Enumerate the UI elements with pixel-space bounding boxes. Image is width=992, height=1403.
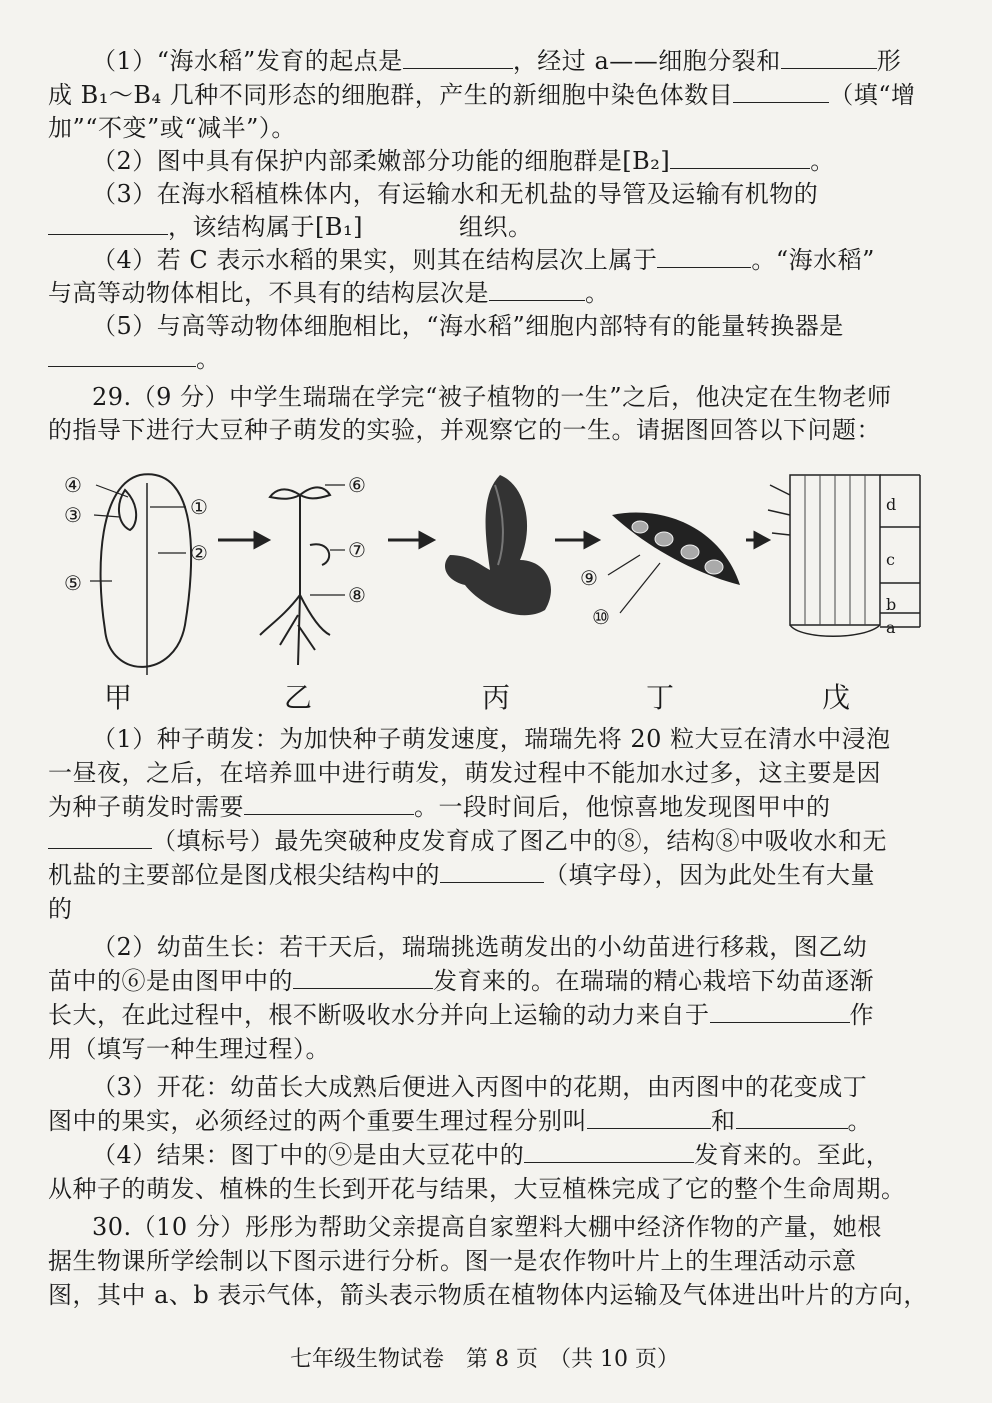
zone-label: d — [886, 495, 897, 514]
answer-blank — [293, 966, 433, 989]
q28-line-8 — [48, 278, 610, 308]
q30-line-3 — [48, 1280, 928, 1310]
figure-label-yi: 乙 — [284, 681, 313, 714]
q29-s2-text-b: 苗中的⑥是由图甲中的 — [48, 967, 293, 995]
zone-label: c — [886, 550, 896, 569]
q30-text-2: 据生物课所学绘制以下图示进行分析。图一是农作物叶片上的生理活动示意 — [48, 1247, 857, 1275]
q29-s4-line-1 — [92, 1140, 890, 1170]
q29-s3-line-1 — [92, 1072, 867, 1102]
q29-s2-text-e: 作 — [849, 1001, 874, 1029]
q29-s2-text: （2）幼苗生长：若干天后，瑞瑞挑选萌发出的小幼苗进行移栽，图乙幼 — [92, 933, 868, 961]
root-tip-diagram-wu — [768, 475, 920, 636]
marker: ⑨ — [580, 566, 599, 590]
marker: ⑦ — [348, 538, 367, 562]
q29-s2-line-4 — [48, 1034, 330, 1064]
q30-text-1: 30.（10 分）彤彤为帮助父亲提高自家塑料大棚中经济作物的产量，她根 — [92, 1213, 882, 1241]
q28-p4-text-c: 与高等动物体相比，不具有的结构层次是 — [48, 279, 489, 307]
marker: ⑩ — [592, 605, 611, 629]
q30-text-3: 图，其中 a、b 表示气体，箭头表示物质在植物体内运输及气体进出叶片的方向， — [48, 1281, 928, 1309]
q28-line-6 — [48, 212, 532, 242]
q29-intro-2 — [48, 415, 881, 445]
q29-s3-text: （3）开花：幼苗长大成熟后便进入丙图中的花期，由丙图中的花变成丁 — [92, 1073, 868, 1101]
q28-p1-text-d: 成 B₁～B₄ 几种不同形态的细胞群，产生的新细胞中染色体数目 — [48, 81, 734, 109]
answer-blank — [48, 826, 152, 849]
q28-p2-text: （2）图中具有保护内部柔嫩部分功能的细胞群是[B₂] — [92, 147, 671, 175]
q29-intro-text-b: 的指导下进行大豆种子萌发的实验，并观察它的一生。请据图回答以下问题： — [48, 416, 881, 444]
q28-p3-text-c: 组织。 — [458, 213, 533, 241]
q29-s2-line-2 — [48, 966, 874, 996]
q29-s4-text: （4）结果：图丁中的⑨是由大豆花中的 — [92, 1141, 525, 1169]
marker: ④ — [64, 473, 83, 497]
q29-s1-text-f: 机盐的主要部位是图戊根尖结构中的 — [48, 861, 440, 889]
q28-line-9 — [92, 311, 844, 341]
q29-intro-1 — [92, 382, 892, 412]
figure-label-wu: 戊 — [822, 681, 851, 714]
q29-s3-text-c: 和 — [711, 1107, 736, 1135]
q28-p1-text: （1）“海水稻”发育的起点是 — [92, 47, 403, 75]
q28-line-1 — [92, 46, 901, 76]
q29-s3-end: 。 — [847, 1107, 872, 1135]
q28-p3-text: （3）在海水稻植株体内，有运输水和无机盐的导管及运输有机物的 — [92, 180, 819, 208]
answer-blank — [524, 1140, 694, 1163]
pod-diagram-ding — [608, 513, 740, 613]
figure-label-bing: 丙 — [482, 681, 511, 714]
q29-s4-text-c: 从种子的萌发、植株的生长到开花与结果，大豆植株完成了它的整个生命周期。 — [48, 1175, 906, 1203]
q28-line-3 — [48, 113, 296, 143]
q29-s4-text-b: 发育来的。至此， — [694, 1141, 891, 1169]
q30-line-1 — [92, 1212, 882, 1242]
q28-p4-text: （4）若 C 表示水稻的果实，则其在结构层次上属于 — [92, 246, 658, 274]
answer-blank — [657, 245, 751, 268]
q29-s1-text-d: 。一段时间后，他惊喜地发现图甲中的 — [414, 793, 831, 821]
zone-label: a — [886, 618, 897, 637]
q28-p5-end: 。 — [196, 345, 221, 373]
answer-blank — [489, 278, 585, 301]
q29-s1-text-b: 一昼夜，之后，在培养皿中进行萌发，萌发过程中不能加水过多，这主要是因 — [48, 759, 881, 787]
seed-diagram-jia — [90, 474, 191, 675]
marker: ⑤ — [64, 571, 83, 595]
q28-p2-end: 。 — [810, 147, 835, 175]
answer-blank — [363, 212, 459, 235]
answer-blank — [244, 792, 414, 815]
answer-blank — [587, 1106, 711, 1129]
marker: ③ — [64, 503, 83, 527]
q28-p1-text-f: 加”“不变”或“减半”）。 — [48, 114, 296, 142]
q28-p1-text-c: 形 — [876, 47, 902, 75]
q29-s2-line-1 — [92, 932, 867, 962]
q29-s2-text-d: 长大，在此过程中，根不断吸收水分并向上运输的动力来自于 — [48, 1001, 710, 1029]
answer-blank — [48, 344, 196, 367]
embryo-axis — [119, 490, 136, 530]
q29-intro-text: 29.（9 分）中学生瑞瑞在学完“被子植物的一生”之后，他决定在生物老师 — [92, 383, 892, 411]
q29-s1-line-3 — [48, 792, 831, 822]
q28-line-10 — [48, 344, 221, 374]
q28-p1-text-b: ，经过 a——细胞分裂和 — [512, 47, 781, 75]
q29-s1-text-g: （填字母），因为此处生有大量 — [544, 861, 875, 889]
answer-blank — [403, 46, 513, 69]
q29-s1-text: （1）种子萌发：为加快种子萌发速度，瑞瑞先将 20 粒大豆在清水中浸泡 — [92, 725, 891, 753]
q29-s1-line-5 — [48, 860, 875, 890]
q29-s1-line-1 — [92, 724, 891, 754]
answer-blank — [710, 1000, 850, 1023]
q28-p4-text-b: 。“海水稻” — [751, 246, 875, 274]
q29-s4-line-2 — [48, 1174, 906, 1204]
figure-label-ding: 丁 — [646, 681, 675, 714]
answer-blank — [48, 212, 168, 235]
q29-s3-line-2 — [48, 1106, 872, 1136]
q29-s1-line-2 — [48, 758, 881, 788]
answer-blank — [73, 894, 101, 917]
q28-p3-text-b: ，该结构属于[B₁] — [168, 213, 363, 241]
answer-blank — [781, 46, 877, 69]
q29-s2-text-f: 用（填写一种生理过程）。 — [48, 1035, 330, 1063]
marker: ⑧ — [348, 583, 367, 607]
page-footer: 七年级生物试卷 第 8 页 （共 10 页） — [290, 1347, 679, 1372]
q28-p5-text: （5）与高等动物体细胞相比，“海水稻”细胞内部特有的能量转换器是 — [92, 312, 844, 340]
flower-diagram-bing — [445, 475, 551, 615]
q29-s3-text-b: 图中的果实，必须经过的两个重要生理过程分别叫 — [48, 1107, 587, 1135]
q28-line-5 — [92, 179, 818, 209]
q28-p4-end: 。 — [585, 279, 610, 307]
q29-s1-text-h: 的 — [48, 895, 73, 923]
answer-blank — [733, 80, 829, 103]
marker: ② — [190, 541, 209, 565]
q29-s1-text-c: 为种子萌发时需要 — [48, 793, 244, 821]
q30-line-2 — [48, 1246, 857, 1276]
answer-blank — [670, 146, 810, 169]
q29-s1-line-6 — [48, 894, 101, 924]
q29-s1-line-4 — [48, 826, 887, 856]
answer-blank — [736, 1106, 848, 1129]
q28-p1-text-e: （填“增 — [829, 81, 916, 109]
seed-coat — [101, 474, 192, 667]
q29-s2-text-c: 发育来的。在瑞瑞的精心栽培下幼苗逐渐 — [433, 967, 874, 995]
marker: ⑥ — [348, 473, 367, 497]
q28-line-2 — [48, 80, 916, 110]
q29-s2-line-3 — [48, 1000, 874, 1030]
q29-s1-text-e: （填标号）最先突破种皮发育成了图乙中的⑧，结构⑧中吸收水和无 — [152, 827, 887, 855]
marker: ① — [190, 495, 209, 519]
seedling-diagram-yi — [260, 485, 345, 665]
figure-label-jia: 甲 — [104, 681, 133, 714]
q28-line-7 — [92, 245, 875, 275]
answer-blank — [440, 860, 544, 883]
q28-line-4 — [92, 146, 835, 176]
zone-label: b — [886, 595, 897, 614]
